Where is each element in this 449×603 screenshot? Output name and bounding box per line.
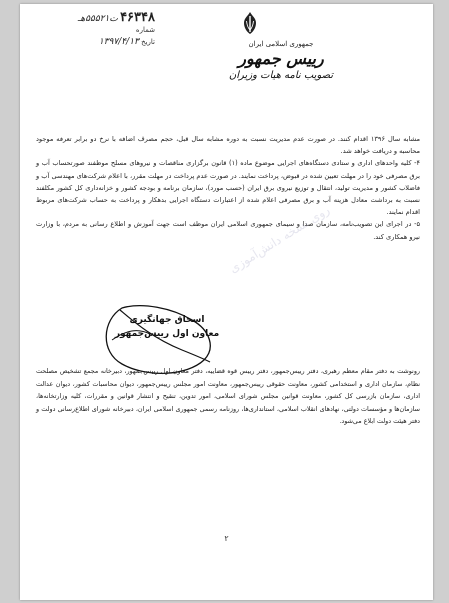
document-meta <box>30 12 155 48</box>
letter-number: ۴۶۳۴۸ <box>120 10 155 25</box>
paragraph: مشابه سال ۱۳۹۶ اقدام کنند. در صورت عدم مدیریت نسبت به دوره مشابه سال قبل، حجم مصرف اضافه با نرخ دو برابر تعرفه موجود محاسبه و دریافت خواهد شد. <box>36 135 420 156</box>
document-body <box>36 133 420 243</box>
iran-emblem-icon <box>238 10 262 36</box>
org-title: رییس جمهور <box>238 49 324 68</box>
page-number: ۲ <box>224 534 229 543</box>
paragraph: ۵- در اجرای این تصویب‌نامه، سازمان صدا و سیمای جمهوری اسلامی ایران موظف است جهت آموزش و اطلاع رسانی به مردم، با وزارت نیرو همکاری کند. <box>36 220 420 241</box>
number-label-row <box>30 24 155 36</box>
number-label: شماره <box>135 26 155 34</box>
document-page <box>20 4 433 600</box>
date-value: ۱۳۹۷/۴/۱۳ <box>98 37 139 47</box>
approval-title: تصویب نامه هیات وزیران <box>228 70 334 81</box>
distribution-list: رونوشت به دفتر مقام معظم رهبری، دفتر رییس‌جمهور، دفتر رییس قوه قضاییه، دفتر معاون اول رییس‌جمهور، دبیرخانه مجمع تشخیص مصلحت نظام، سازمان اداری و استخدامی کشور، معاونت حقوقی رییس‌جمهور، معاونت امور مجلس رییس‌جمهور، دیوان محاسبات کشور، دیوان عدالت اداری، سازمان بازرسی کل کشور، معاونت قوانین مجلس شورای اسلامی، امور تدوین، تنقیح و انتشار قوانین و مقررات، کلیه وزارتخانه‌ها، سازمان‌ها و مؤسسات دولتی، نهادهای انقلاب اسلامی، استانداری‌ها، روزنامه رسمی جمهوری اسلامی ایران، دبیرخانه شورای اطلاع‌رسانی دولت و دفتر هیئت دولت ابلاغ می‌شود. <box>36 367 420 426</box>
watermark-text: روی نسخه دانش‌آموزی <box>226 202 333 276</box>
letterhead <box>221 40 341 81</box>
number-row <box>30 12 155 24</box>
signatory <box>112 313 222 341</box>
date-row <box>30 36 155 48</box>
paragraph: ۴- کلیه واحدهای اداری و ستادی دستگاه‌های اجرایی موضوع ماده (۱) قانون برگزاری مناقصات و نیروهای مسلح موظفند صورتحساب آب و برق مصرفی خود را در مهلت تعیین شده در قبوض، پرداخت نمایند. در صورت عدم پرداخت در مهلت مقرر، با اعلام شرکت‌های مهندسی آب و فاضلاب کشور و مدیریت تولید، انتقال و توزیع نیروی برق ایران (حسب مورد)، سازمان برنامه و بودجه کشور و خزانه‌داری کل کشور مکلفند نسبت به برداشت معادل هزینه آب و برق مصرفی اعلام شده از اعتبارات دستگاه اجرایی بدهکار و پرداخت به حساب شرکت‌های مربوط اقدام نمایند. <box>36 159 421 217</box>
signatory-title: معاون اول رییس‌جمهور <box>114 329 220 339</box>
emblem-label: جمهوری اسلامی ایران <box>248 40 314 48</box>
letter-number-suffix: ت۵۵۵۲۱هـ <box>77 14 118 24</box>
signatory-name: اسحاق جهانگیری <box>129 315 205 325</box>
date-label: تاریخ <box>141 38 155 46</box>
